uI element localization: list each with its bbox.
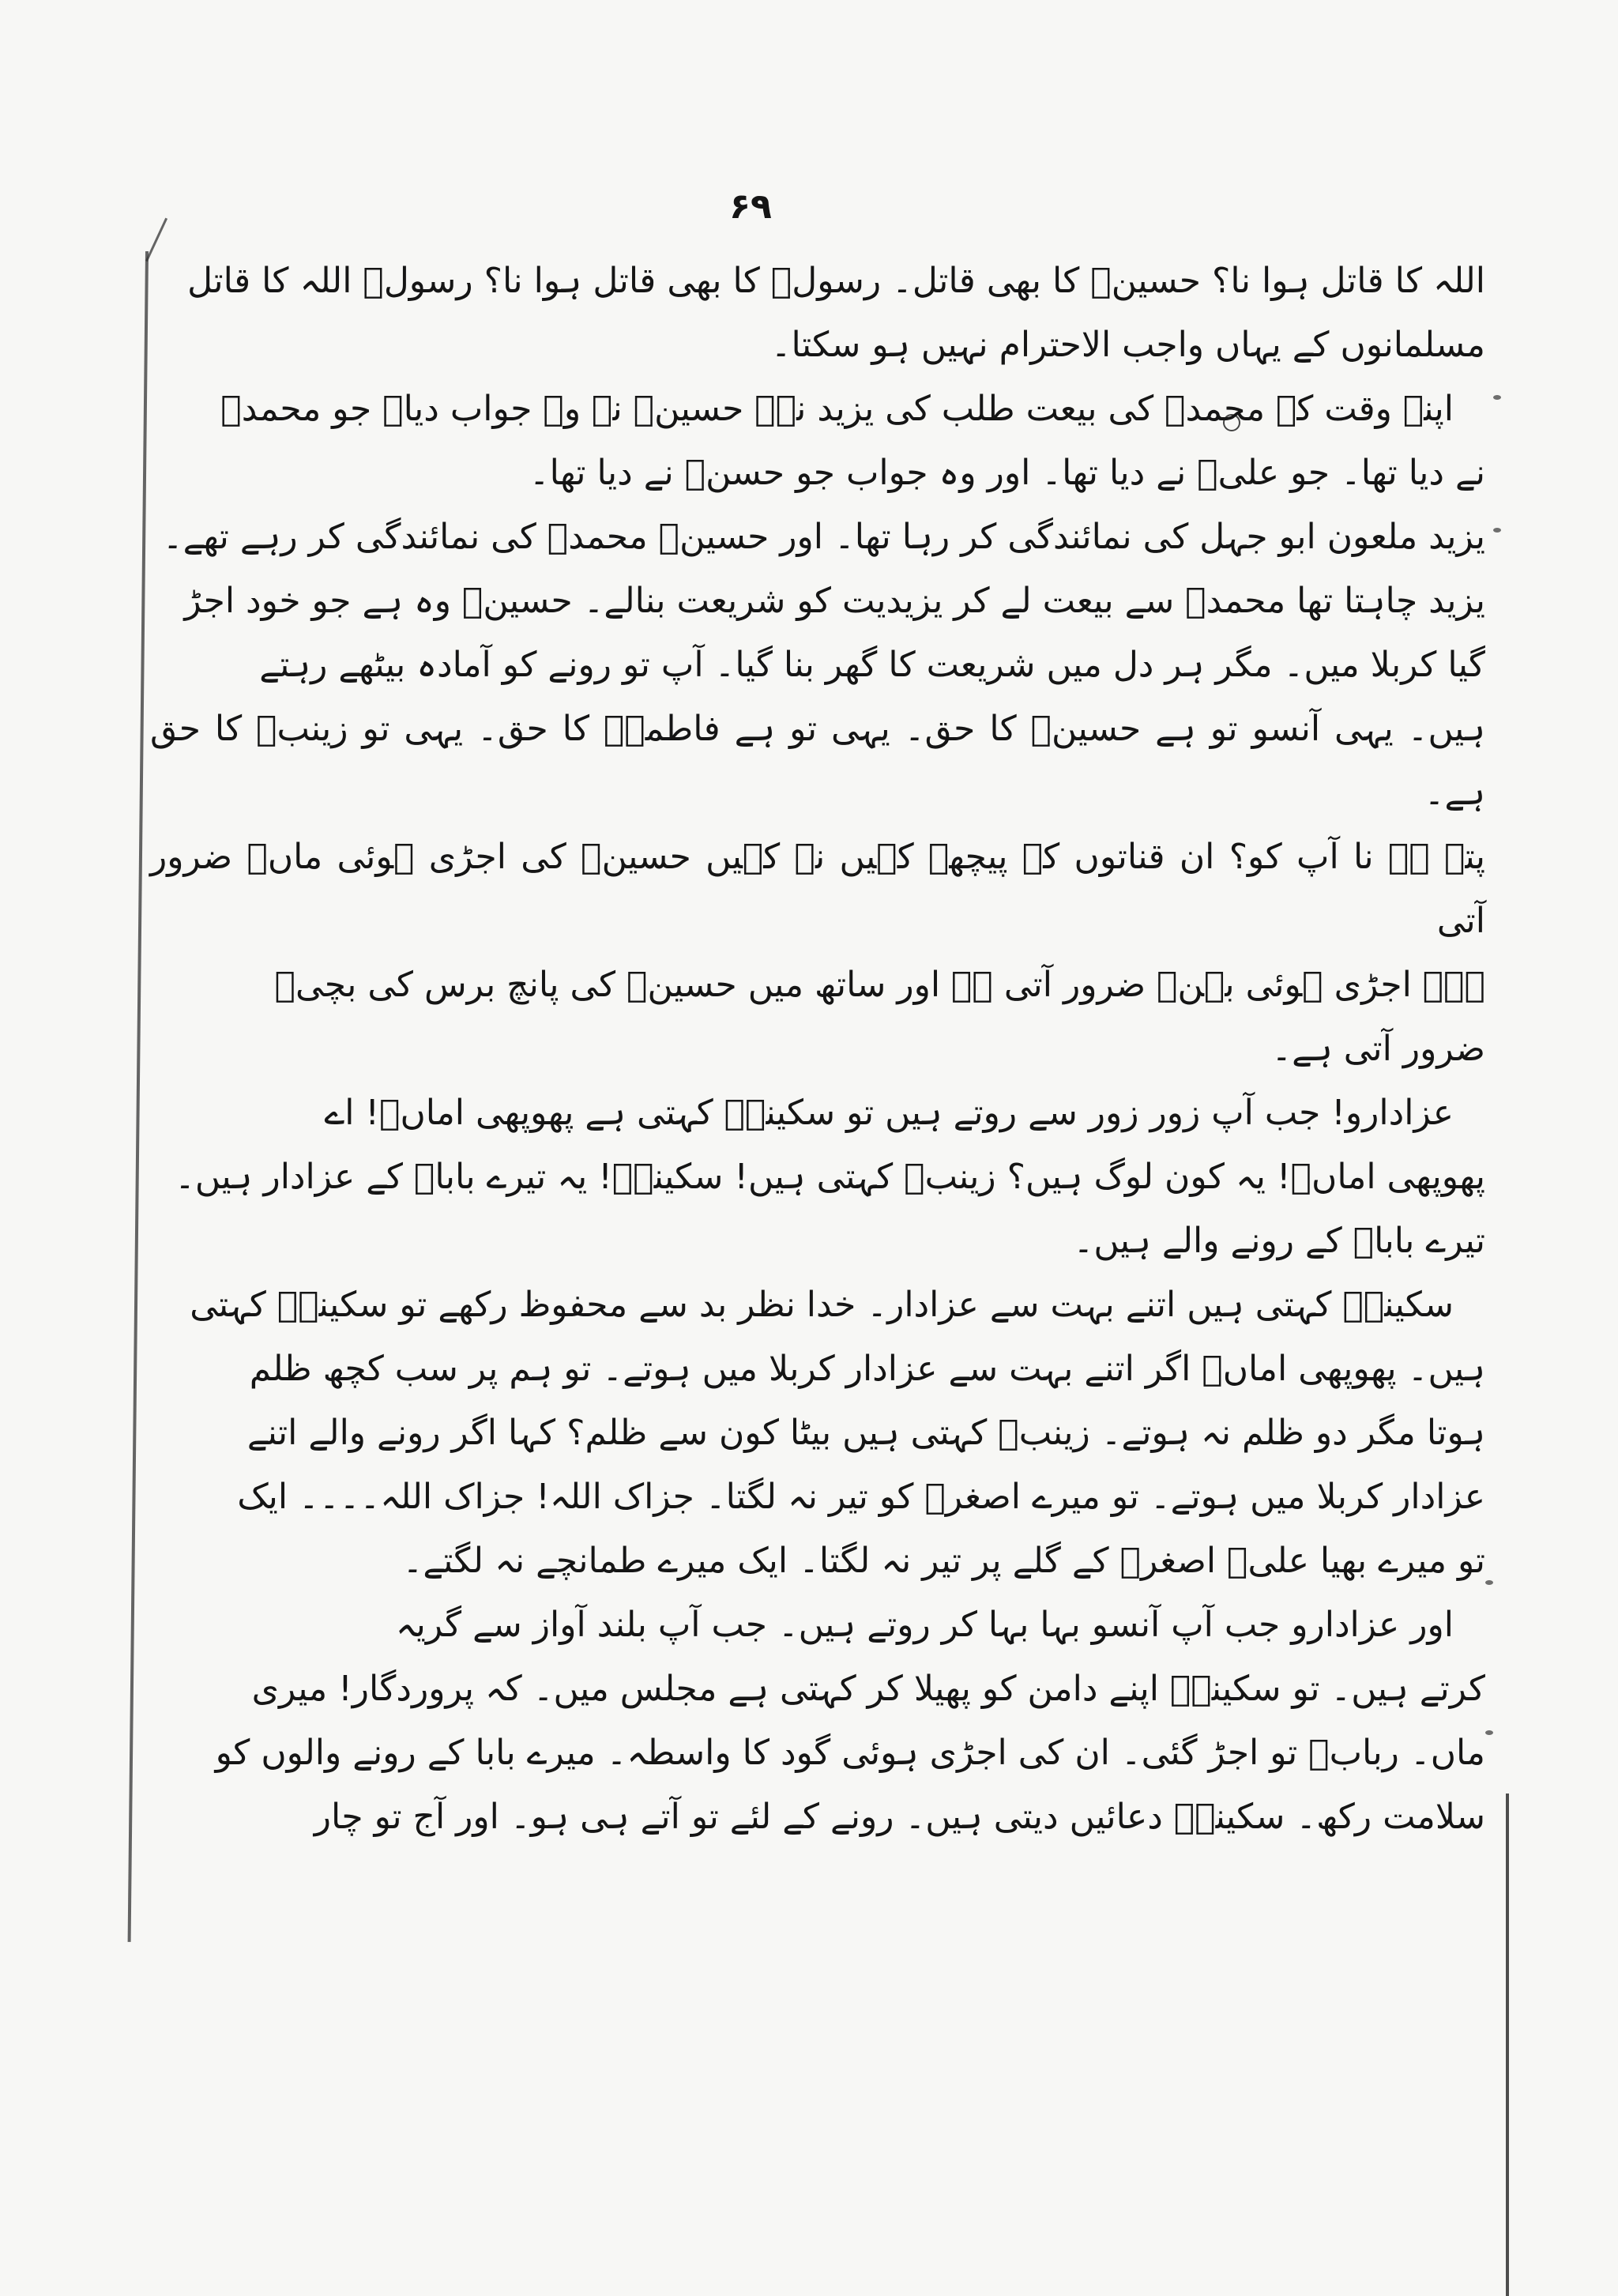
page-number: ۶۹	[729, 186, 772, 227]
scan-speck	[1493, 528, 1501, 533]
text-line: نے دیا تھا۔ جو علیؑ نے دیا تھا۔ اور وہ جواب جو حسنؑ نے دیا تھا۔	[529, 453, 1485, 493]
scan-speck	[1485, 1730, 1493, 1735]
text-line: یزید ملعون ابو جہل کی نمائندگی کر رہا تھا۔ اور حسینؑ محمدؐ کی نمائندگی کر رہے تھے۔	[162, 517, 1485, 557]
text-line: اپنے وقت کے محمدؐ کی بیعت طلب کی یزید نے۔ حسینؑ نے وہ جواب دیا۔ جو محمدؐ	[220, 389, 1454, 429]
text-line: ہیں۔ یہی آنسو تو ہے حسینؑ کا حق۔ یہی تو ہے فاطمہؑ کا حق۔ یہی تو زینبؑ کا حق ہے۔	[150, 709, 1486, 813]
text-line: ہے۔ اجڑی ہوئی بہنؑ ضرور آتی ہے اور ساتھ میں حسینؑ کی پانچ برس کی بچیؑ	[274, 965, 1485, 1005]
text-line: پھوپھی اماںؑ! یہ کون لوگ ہیں؟ زینبؑ کہتی ہیں! سکینہؑ! یہ تیرے باباؑ کے عزادار ہیں۔	[175, 1157, 1485, 1197]
text-line: ہوتا مگر دو ظلم نہ ہوتے۔ زینبؑ کہتی ہیں بیٹا کون سے ظلم؟ کہا اگر رونے والے اتنے	[246, 1413, 1485, 1453]
text-line: کرتے ہیں۔ تو سکینہؑ اپنے دامن کو پھیلا کر کہتی ہے مجلس میں۔ کہ پروردگار! میری	[251, 1669, 1485, 1709]
text-line: تیرے باباؑ کے رونے والے ہیں۔	[1073, 1221, 1485, 1261]
text-line: مسلمانوں کے یہاں واجب الاحترام نہیں ہو سکتا۔	[770, 325, 1485, 365]
text-line: سلامت رکھ۔ سکینہؑ دعائیں دیتی ہیں۔ رونے کے لئے تو آتے ہی ہو۔ اور آج تو چار	[314, 1797, 1485, 1837]
text-line: یزید چاہتا تھا محمدؐ سے بیعت لے کر یزیدیت کو شریعت بنالے۔ حسینؑ وہ ہے جو خود اجڑ	[184, 581, 1485, 621]
text-line: سکینہؑ کہتی ہیں اتنے بہت سے عزادار۔ خدا نظر بد سے محفوظ رکھے تو سکینہؑ کہتی	[190, 1285, 1454, 1325]
body-text	[150, 249, 1485, 1849]
text-line: اللہ کا قاتل ہوا نا؟ حسینؑ کا بھی قاتل۔ رسولؐ کا بھی قاتل ہوا نا؟ رسولؐ اللہ کا قاتل	[187, 261, 1485, 301]
scan-speck	[1493, 395, 1501, 400]
left-margin-line	[128, 251, 149, 1942]
text-line: عزادار کربلا میں ہوتے۔ تو میرے اصغرؑ کو تیر نہ لگتا۔ جزاک اللہ! جزاک اللہ۔۔۔۔ ایک	[237, 1477, 1485, 1517]
text-line: اور عزادارو جب آپ آنسو بہا بہا کر روتے ہیں۔ جب آپ بلند آواز سے گریہ	[395, 1605, 1454, 1645]
text-line: ماں۔ ربابؑ تو اجڑ گئی۔ ان کی اجڑی ہوئی گود کا واسطہ۔ میرے بابا کے رونے والوں کو	[215, 1733, 1485, 1773]
text-line: ہیں۔ پھوپھی اماںؑ اگر اتنے بہت سے عزادار کربلا میں ہوتے۔ تو ہم پر سب کچھ ظلم	[249, 1349, 1485, 1389]
right-margin-line	[1506, 1794, 1509, 2296]
text-line: عزادارو! جب آپ زور زور سے روتے ہیں تو سکینہؑ کہتی ہے پھوپھی اماںؑ! اے	[324, 1093, 1454, 1133]
text-line: گیا کربلا میں۔ مگر ہر دل میں شریعت کا گھر بنا گیا۔ آپ تو رونے کو آمادہ بیٹھے رہتے	[259, 645, 1485, 685]
text-line: تو میرے بھیا علیؑ اصغرؑ کے گلے پر تیر نہ لگتا۔ ایک میرے طمانچے نہ لگتے۔	[402, 1541, 1485, 1581]
text-line: پتہ ہے نا آپ کو؟ ان قناتوں کے پیچھے کہیں نہ کہیں حسینؑ کی اجڑی ہوئی ماںؑ ضرور آتی	[150, 837, 1485, 941]
scan-speck	[1485, 1580, 1493, 1585]
text-line: ضرور آتی ہے۔	[1271, 1029, 1485, 1069]
